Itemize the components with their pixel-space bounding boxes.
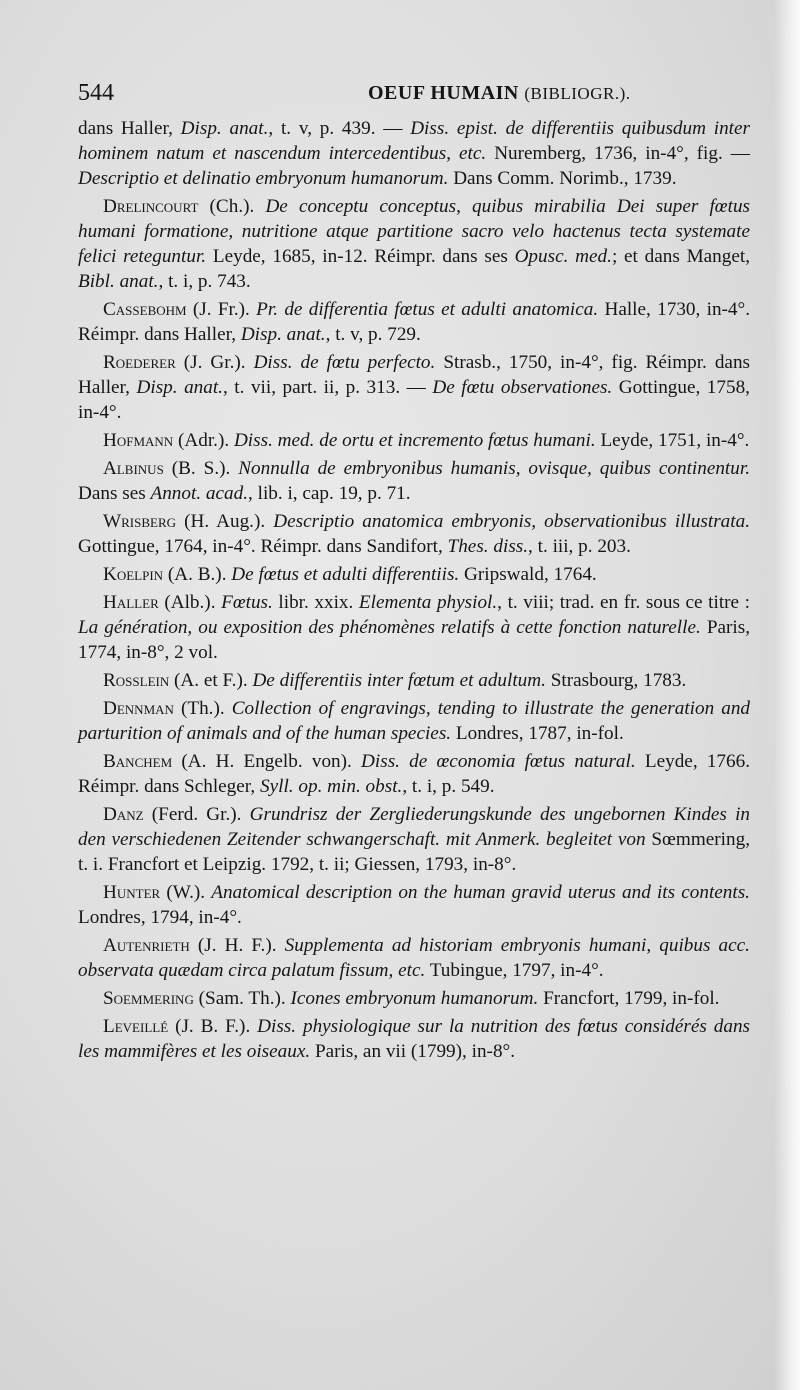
entry-text: Sœmmering, t. i. Francfort et Leipzig. 1792, t. ii; Giessen, 1793, in-8°.: [78, 829, 750, 875]
entry-text: Halle, 1730, in-4°. Réimpr. dans Haller,: [78, 299, 750, 345]
entry-text: Tubingue, 1797, in-4°.: [425, 960, 604, 981]
entry-text: , t. viii; trad. en fr. sous ce titre :: [497, 592, 750, 613]
page-number: 544: [78, 80, 114, 106]
entry-text: Dans Comm. Norimb., 1739.: [448, 168, 677, 189]
entry-title: Pr. de differentia fœtus et adulti anatomica.: [256, 299, 599, 320]
bibliography-entry: [78, 509, 750, 559]
entry-title: Diss. med. de ortu et incremento fœtus humani.: [233, 430, 596, 451]
entry-text: (Alb.).: [158, 592, 222, 613]
entry-title: Disp. anat.: [180, 118, 269, 139]
entry-text: Gottingue, 1758, in-4°.: [78, 377, 750, 423]
entry-author: Haller: [103, 592, 159, 613]
entry-text: (J. B. F.).: [168, 1016, 258, 1037]
entry-title: Diss. de fœtu perfecto.: [253, 352, 436, 373]
bibliography-entry: [78, 194, 750, 294]
entry-title: Descriptio et delinatio embryonum humanorum.: [78, 168, 449, 189]
entry-title: Syll. op. min. obst.: [260, 776, 403, 797]
entry-text: (J. Gr.).: [175, 352, 254, 373]
bibliography-entry: [78, 116, 750, 191]
bibliography-entry: [78, 880, 750, 930]
entry-text: (B. S.).: [163, 458, 239, 479]
entry-author: Koelpin: [103, 564, 164, 585]
entry-text: Leyde, 1766. Réimpr. dans Schleger,: [78, 751, 751, 797]
entry-text: , t. i, p. 743.: [158, 271, 251, 292]
bibliography-entry: [78, 668, 750, 693]
entry-title: Descriptio anatomica embryonis, observationibus illustrata.: [273, 511, 750, 532]
entry-author: Rosslein: [103, 670, 170, 691]
entry-author: Roederer: [103, 352, 176, 373]
entry-title: De differentiis inter fœtum et adultum.: [252, 670, 546, 691]
entry-title: Diss. de œconomia fœtus natural.: [361, 751, 636, 772]
bibliography-entry: [78, 562, 750, 587]
entry-title: Opusc. med.: [514, 246, 612, 267]
running-title: [368, 82, 630, 105]
entry-text: Leyde, 1751, in-4°.: [595, 430, 750, 451]
entry-author: Banchem: [103, 751, 173, 772]
entry-author: Cassebohm: [103, 299, 187, 320]
entry-text: (Ch.).: [198, 196, 266, 217]
entry-author: Hunter: [103, 882, 161, 903]
entry-text: Londres, 1794, in-4°.: [78, 907, 242, 928]
bibliography-entry: [78, 297, 750, 347]
bibliography-entry: [78, 749, 750, 799]
entry-text: , lib. i, cap. 19, p. 71.: [248, 483, 411, 504]
entry-text: Strasb., 1750, in-4°, fig. Réimpr. dans Haller,: [78, 352, 751, 398]
entry-title: Grundrisz der Zergliederungskunde des ungebornen Kindes in den verschiedenen Zeitender schwangerschaft. mit Anmerk. begleitet von: [78, 804, 751, 850]
running-title-sub: (BIBLIOGR.).: [524, 84, 631, 103]
entry-title: La génération, ou exposition des phénomènes relatifs à cette fonction naturelle.: [78, 617, 701, 638]
entry-text: (A. H. Engelb. von).: [172, 751, 362, 772]
entry-text: , t. i, p. 549.: [402, 776, 495, 797]
running-header: [78, 80, 750, 110]
entry-author: Albinus: [103, 458, 164, 479]
entry-title: Disp. anat.: [240, 324, 326, 345]
entry-title: Collection of engravings, tending to illustrate the generation and parturition of animals and of the human species.: [78, 698, 751, 744]
entry-text: (Adr.).: [173, 430, 234, 451]
entry-text: Gripswald, 1764.: [459, 564, 597, 585]
entry-author: Soemmering: [103, 988, 194, 1009]
entry-title: Fœtus.: [221, 592, 273, 613]
entry-title: Thes. diss.: [447, 536, 529, 557]
running-title-main: OEUF HUMAIN: [368, 82, 519, 104]
entry-author: Wrisberg: [103, 511, 177, 532]
bibliography-entry: [78, 590, 750, 665]
entry-text: Francfort, 1799, in-fol.: [538, 988, 720, 1009]
entry-text: (Ferd. Gr.).: [143, 804, 250, 825]
entry-text: Paris, 1774, in-8°, 2 vol.: [78, 617, 750, 663]
entry-title: Anatomical description on the human gravid uterus and its contents.: [211, 882, 750, 903]
entry-text: Strasbourg, 1783.: [545, 670, 687, 691]
entry-title: Supplementa ad historiam embryonis humani, quibus acc. observata quædam circa palatum fissum, etc.: [78, 935, 750, 981]
entry-title: Disp. anat.: [136, 377, 223, 398]
entry-title: De conceptu conceptus, quibus mirabilia Dei super fœtus humani formatione, nutritione atque partitione sacro velo hactenus tecta systemate felici reteguntur.: [78, 196, 750, 267]
bibliography-list: [78, 116, 750, 1067]
bibliography-entry: [78, 696, 750, 746]
entry-text: Londres, 1787, in-fol.: [451, 723, 624, 744]
bibliography-entry: [78, 933, 750, 983]
bibliography-entry: [78, 428, 750, 453]
bibliography-entry: [78, 986, 750, 1011]
entry-text: Paris, an vii (1799), in-8°.: [310, 1041, 516, 1062]
entry-author: Danz: [103, 804, 144, 825]
entry-text: (J. H. F.).: [189, 935, 285, 956]
entry-text: (J. Fr.).: [186, 299, 257, 320]
bibliography-entry: [78, 802, 750, 877]
bibliography-entry: [78, 350, 750, 425]
entry-text: , t. v, p. 729.: [325, 324, 421, 345]
entry-author: Hofmann: [103, 430, 174, 451]
entry-title: Bibl. anat.: [78, 271, 159, 292]
entry-text: (Sam. Th.).: [193, 988, 291, 1009]
entry-title: Elementa physiol.: [358, 592, 498, 613]
entry-text: Gottingue, 1764, in-4°. Réimpr. dans Sandifort,: [78, 536, 448, 557]
entry-author: Dennman: [103, 698, 174, 719]
entry-text: , t. iii, p. 203.: [528, 536, 631, 557]
bibliography-entry: [78, 1014, 750, 1064]
entry-text: (A. B.).: [163, 564, 232, 585]
entry-author: Autenrieth: [103, 935, 190, 956]
entry-text: Leyde, 1685, in-12. Réimpr. dans ses: [206, 246, 515, 267]
entry-title: De fœtus et adulti differentiis.: [231, 564, 460, 585]
entry-text: (H. Aug.).: [176, 511, 274, 532]
entry-author: Drelincourt: [103, 196, 199, 217]
entry-text: libr. xxix.: [272, 592, 359, 613]
entry-text: , t. vii, part. ii, p. 313. —: [222, 377, 433, 398]
entry-title: Diss. physiologique sur la nutrition des fœtus considérés dans les mammifères et les oiseaux.: [78, 1016, 750, 1062]
entry-text: Dans ses: [78, 483, 151, 504]
entry-text: (W.).: [160, 882, 212, 903]
entry-title: Diss. epist. de differentiis quibusdum inter hominem natum et nascendum intercedentibus, etc.: [78, 118, 750, 164]
entry-text: dans Haller,: [78, 118, 181, 139]
entry-title: Nonnulla de embryonibus humanis, ovisque, quibus continentur.: [238, 458, 750, 479]
entry-text: (A. et F.).: [169, 670, 253, 691]
entry-author: Leveillé: [103, 1016, 169, 1037]
entry-text: ; et dans Manget,: [611, 246, 750, 267]
entry-text: (Th.).: [173, 698, 232, 719]
bibliography-entry: [78, 456, 750, 506]
entry-title: Icones embryonum humanorum.: [290, 988, 539, 1009]
entry-text: Nuremberg, 1736, in-4°, fig. —: [486, 143, 750, 164]
entry-title: Annot. acad.: [150, 483, 249, 504]
entry-title: De fœtu observationes.: [432, 377, 613, 398]
entry-text: , t. v, p. 439. —: [268, 118, 411, 139]
